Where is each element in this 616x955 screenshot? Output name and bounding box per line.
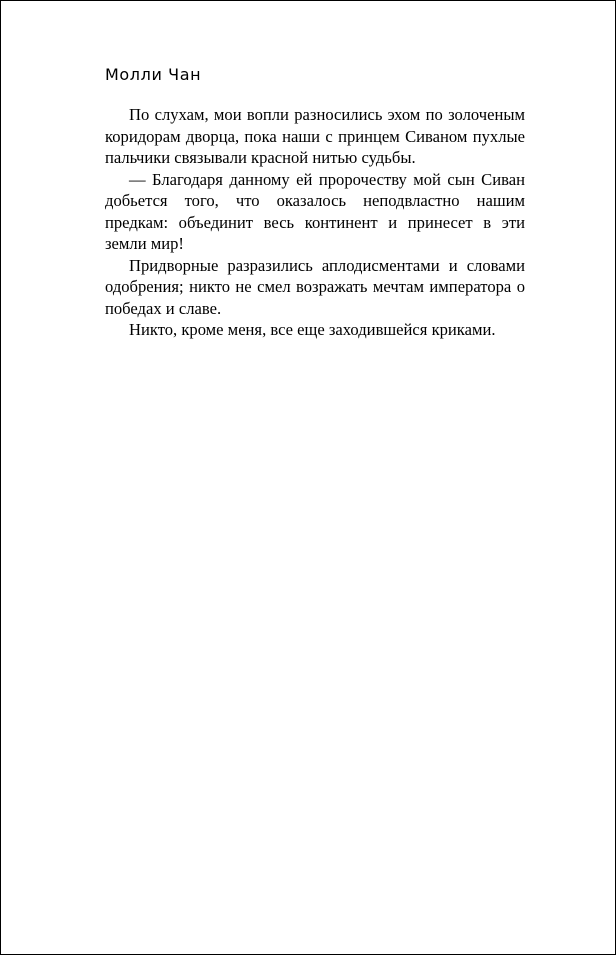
paragraph-2-dialogue: — Благодаря данному ей пророчеству мой сын Сиван добьется того, что оказалось неподвластно нашим предкам: объединит весь континент и принесет в эти земли мир!	[105, 169, 525, 253]
paragraph-3: Придворные разразились аплодисментами и словами одобрения; никто не смел возражать мечтам императора о победах и славе.	[105, 255, 525, 318]
paragraph-1: По слухам, мои вопли разносились эхом по золоченым коридорам дворца, пока наши с принцем Сиваном пухлые пальчики связывали красной нитью судьбы.	[105, 105, 525, 167]
running-head-author: Молли Чан	[105, 65, 202, 84]
paragraph-4: Никто, кроме меня, все еще заходившейся криками.	[129, 320, 496, 339]
body-text	[105, 104, 525, 341]
